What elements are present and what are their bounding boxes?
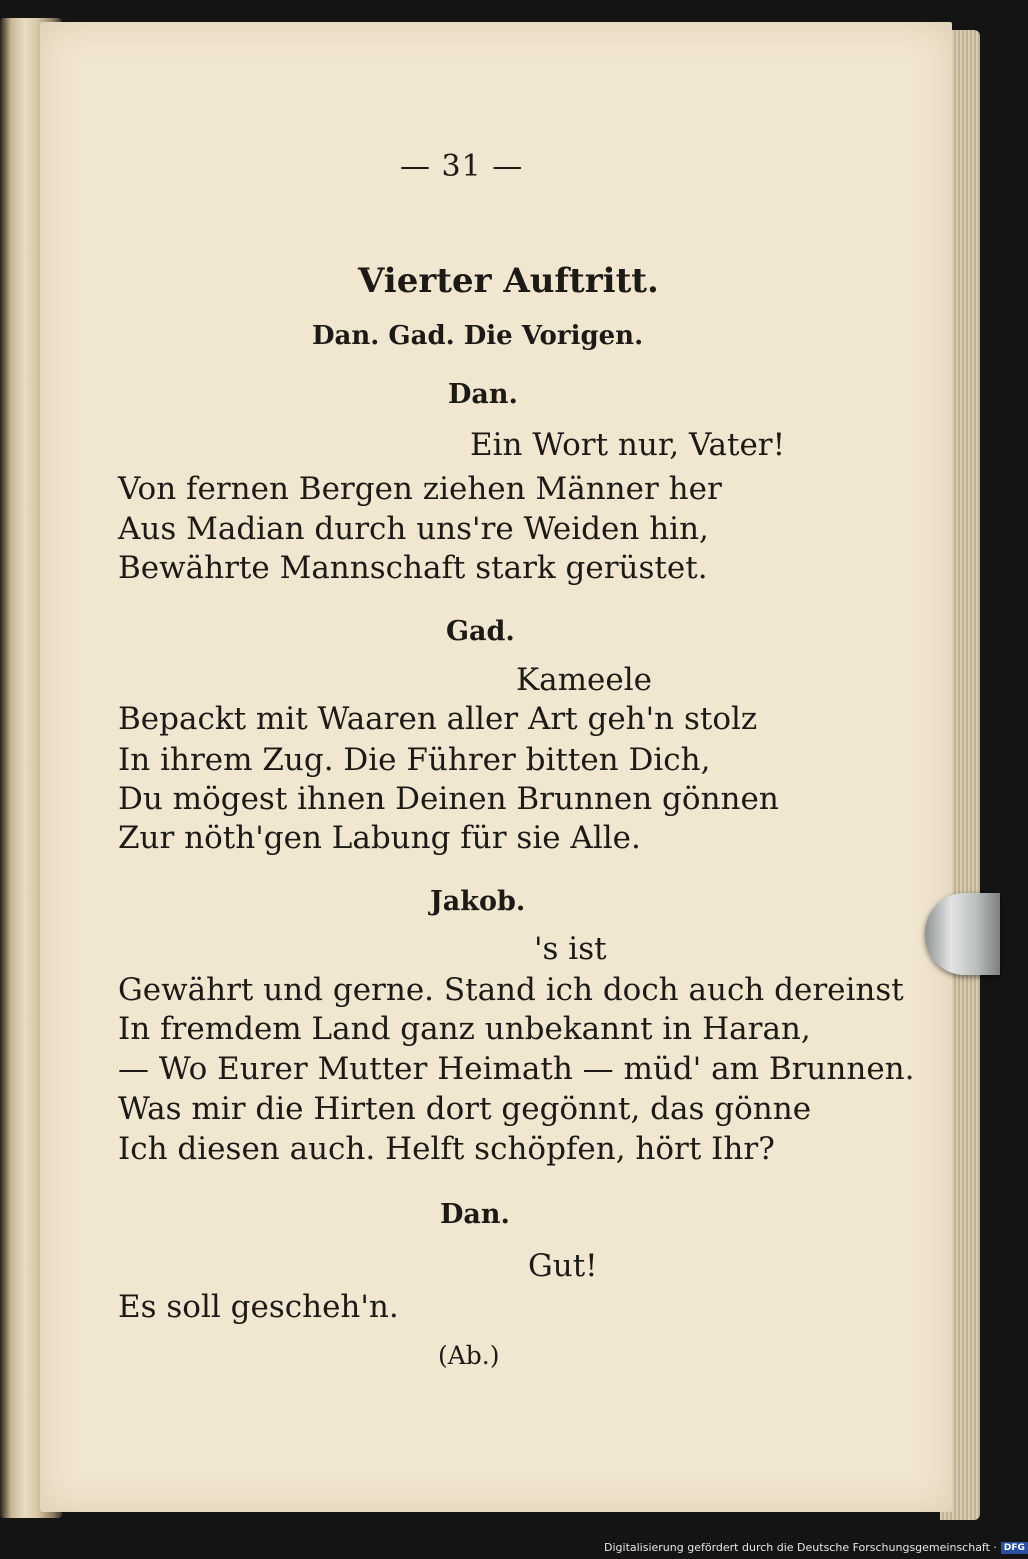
digitization-credit [604,1541,1028,1554]
credit-text: Digitalisierung gefördert durch die Deutsche Forschungsgemeinschaft · [604,1541,997,1554]
speaker-name: Dan. [440,1199,510,1230]
verse-line: Von fernen Bergen ziehen Männer her [118,471,722,507]
speaker-name: Gad. [446,616,515,647]
speaker-name: Jakob. [430,886,526,917]
verse-line: — Wo Eurer Mutter Heimath — müd' am Brunnen. [118,1051,915,1087]
speaker-name: Dan. [448,379,518,410]
page-clip [925,893,1000,975]
verse-line: Ich diesen auch. Helft schöpfen, hört Ihr? [118,1131,775,1167]
verse-line: Du mögest ihnen Deinen Brunnen gönnen [118,781,779,817]
verse-line: Kameele [516,662,652,698]
verse-line: In fremdem Land ganz unbekannt in Haran, [118,1011,811,1047]
verse-line: In ihrem Zug. Die Führer bitten Dich, [118,742,711,778]
verse-line: Bewährte Mannschaft stark gerüstet. [118,550,708,586]
verse-line: Bepackt mit Waaren aller Art geh'n stolz [118,701,758,737]
verse-line: Zur nöth'gen Labung für sie Alle. [118,820,641,856]
cast-list: Dan. Gad. Die Vorigen. [312,321,644,351]
scene-title: Vierter Auftritt. [358,261,659,301]
verse-line: Gut! [528,1248,598,1284]
page-number: — 31 — [400,149,524,184]
verse-line: 's ist [534,931,607,967]
dfg-logo: DFG [1001,1542,1028,1554]
stage-direction: (Ab.) [438,1341,500,1370]
verse-line: Ein Wort nur, Vater! [470,427,786,463]
verse-line: Aus Madian durch uns're Weiden hin, [118,511,709,547]
verse-line: Gewährt und gerne. Stand ich doch auch dereinst [118,972,904,1008]
verse-line: Es soll gescheh'n. [118,1289,399,1325]
verse-line: Was mir die Hirten dort gegönnt, das gönne [118,1091,812,1127]
